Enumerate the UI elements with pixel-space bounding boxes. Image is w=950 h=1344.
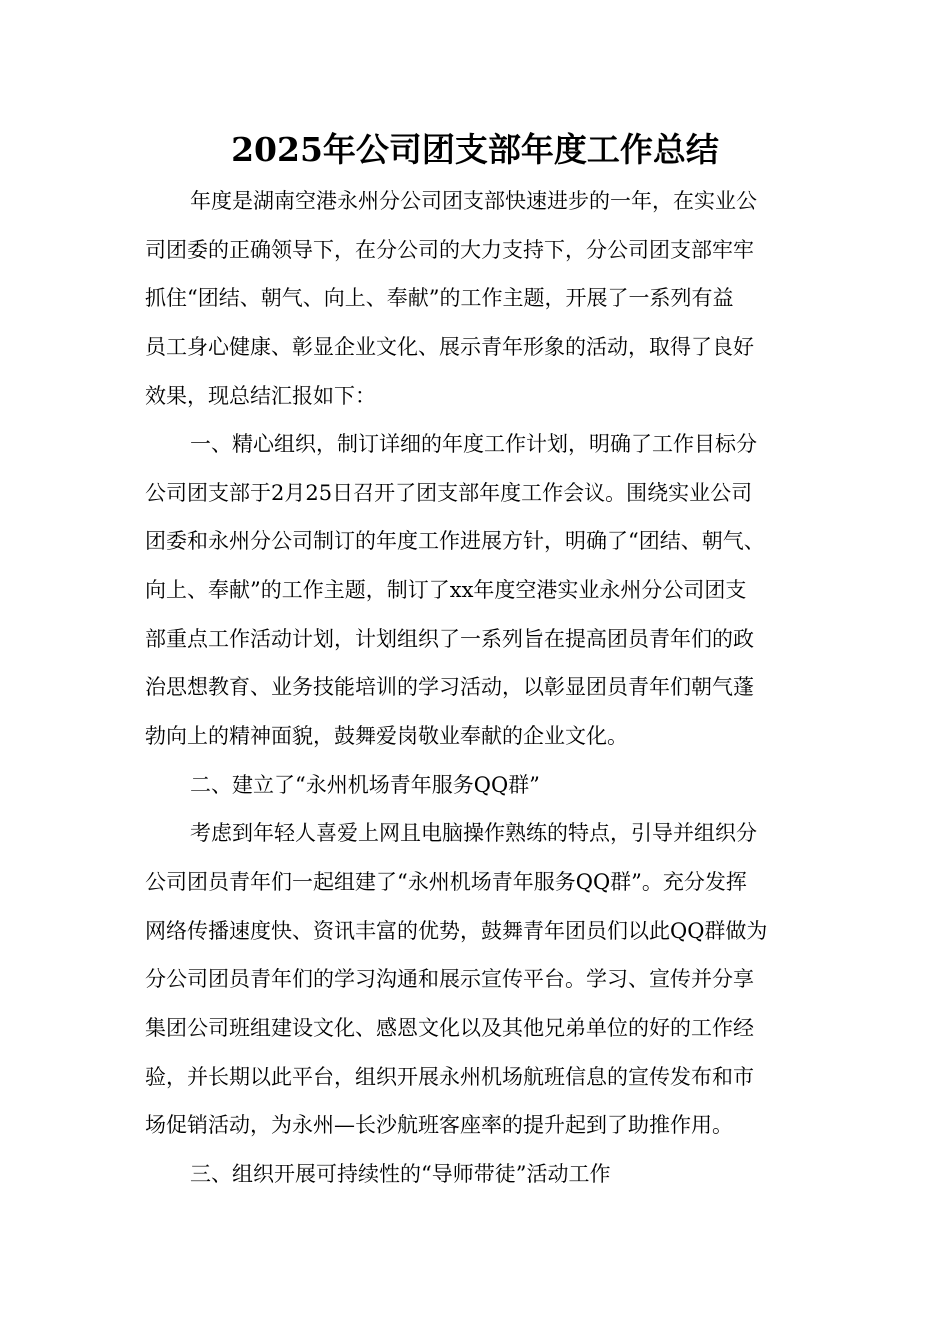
document-body [145, 183, 835, 1204]
document-title: 2025年公司团支部年度工作总结 [231, 130, 719, 169]
section-heading-line: 一、精心组织，制订详细的年度工作计划，明确了工作目标分 [190, 432, 757, 457]
paragraph-line: 验，并长期以此平台，组织开展永州机场航班信息的宣传发布和市 [145, 1064, 754, 1089]
paragraph-line: 公司团员青年们一起组建了“永州机场青年服务QQ群”。充分发挥 [145, 869, 747, 894]
paragraph-line: 年度是湖南空港永州分公司团支部快速进步的一年，在实业公 [190, 189, 757, 213]
paragraph-line: 治思想教育、业务技能培训的学习活动，以彰显团员青年们朝气蓬 [145, 675, 754, 700]
paragraph-line: 网络传播速度快、资讯丰富的优势，鼓舞青年团员们以此QQ群做为 [145, 918, 768, 943]
paragraph-line: 员工身心健康、彰显企业文化、展示青年形象的活动，取得了良好 [145, 334, 754, 359]
paragraph-line: 抓住“团结、朝气、向上、奉献”的工作主题，开展了一系列有益 [145, 286, 734, 311]
paragraph-line: 向上、奉献”的工作主题，制订了xx年度空港实业永州分公司团支 [145, 578, 747, 603]
paragraph-line: 考虑到年轻人喜爱上网且电脑操作熟练的特点，引导并组织分 [190, 821, 757, 846]
paragraph-line: 司团委的正确领导下，在分公司的大力支持下，分公司团支部牢牢 [145, 237, 754, 262]
paragraph-line: 集团公司班组建设文化、感恩文化以及其他兄弟单位的好的工作经 [145, 1015, 754, 1040]
paragraph-line: 分公司团员青年们的学习沟通和展示宣传平台。学习、宣传并分享 [145, 967, 754, 992]
paragraph-line: 公司团支部于2月25日召开了团支部年度工作会议。围绕实业公司 [145, 480, 753, 505]
paragraph-line: 效果，现总结汇报如下： [145, 383, 376, 408]
paragraph-line: 团委和永州分公司制订的年度工作进展方针，明确了“团结、朝气、 [145, 529, 765, 554]
paragraph-line: 部重点工作活动计划，计划组织了一系列旨在提高团员青年们的政 [145, 626, 754, 651]
section-heading-line: 二、建立了“永州机场青年服务QQ群” [190, 772, 540, 797]
paragraph-line: 场促销活动，为永州—长沙航班客座率的提升起到了助推作用。 [145, 1113, 733, 1138]
paragraph-line: 勃向上的精神面貌，鼓舞爱岗敬业奉献的企业文化。 [145, 724, 628, 749]
section-heading-line: 三、组织开展可持续性的“导师带徒”活动工作 [190, 1161, 611, 1186]
